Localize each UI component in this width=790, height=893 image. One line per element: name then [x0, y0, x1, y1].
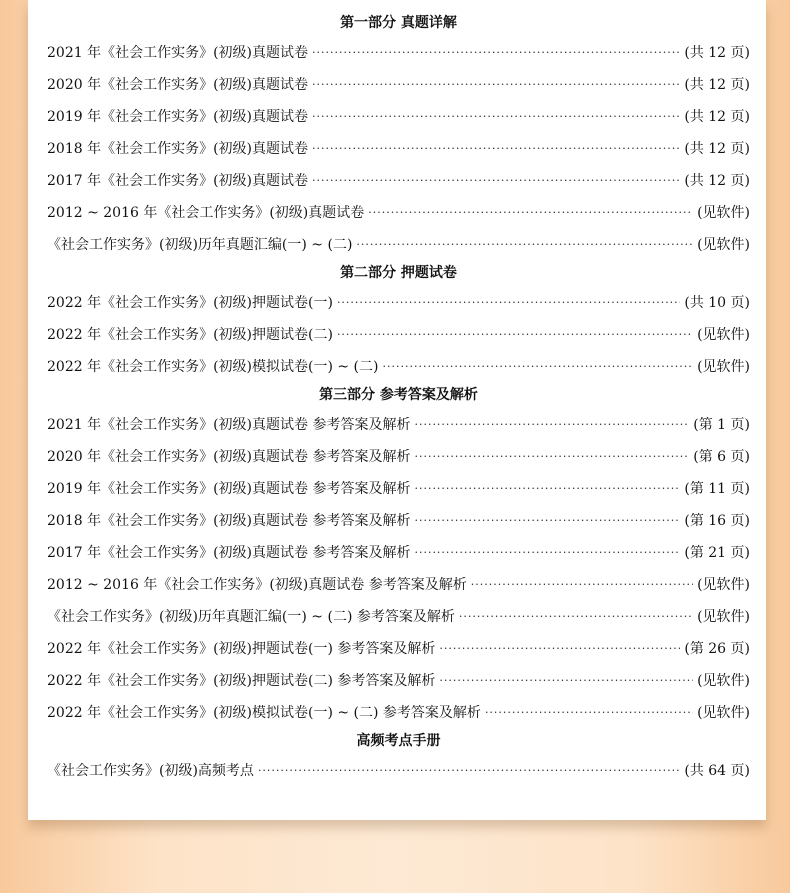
toc-entry[interactable] [47, 600, 750, 632]
section-title: 第三部分 参考答案及解析 [319, 387, 478, 403]
dot-leader [459, 610, 693, 623]
entry-title: 2017 年《社会工作实务》(初级)真题试卷 参考答案及解析 [47, 545, 411, 561]
entry-page: (见软件) [697, 609, 750, 625]
toc-entry[interactable] [47, 632, 750, 664]
table-of-contents [47, 10, 750, 786]
section-title: 第二部分 押题试卷 [340, 265, 457, 281]
entry-title: 《社会工作实务》(初级)高频考点 [47, 763, 254, 779]
entry-title: 2022 年《社会工作实务》(初级)押题试卷(二) 参考答案及解析 [47, 673, 436, 689]
entry-title: 《社会工作实务》(初级)历年真题汇编(一) ~ (二) 参考答案及解析 [47, 609, 455, 625]
toc-entry[interactable] [47, 754, 750, 786]
entry-title: 2021 年《社会工作实务》(初级)真题试卷 [47, 45, 309, 61]
entry-page: (见软件) [697, 327, 750, 343]
entry-page: (见软件) [697, 205, 750, 221]
dot-leader [312, 46, 680, 59]
entry-title: 2022 年《社会工作实务》(初级)模拟试卷(一) ~ (二) 参考答案及解析 [47, 705, 481, 721]
toc-entry[interactable] [47, 504, 750, 536]
toc-entry[interactable] [47, 100, 750, 132]
dot-leader [439, 642, 680, 655]
section-title: 第一部分 真题详解 [340, 15, 457, 31]
toc-entry[interactable] [47, 696, 750, 728]
entry-page: (共 12 页) [684, 77, 750, 93]
entry-title: 2022 年《社会工作实务》(初级)押题试卷(一) [47, 295, 333, 311]
entry-page: (第 21 页) [684, 545, 750, 561]
dot-leader [471, 578, 693, 591]
dot-leader [337, 296, 680, 309]
dot-leader [414, 450, 689, 463]
toc-entry[interactable] [47, 664, 750, 696]
entry-page: (共 12 页) [684, 45, 750, 61]
entry-page: (第 16 页) [684, 513, 750, 529]
dot-leader [382, 360, 693, 373]
dot-leader [414, 514, 680, 527]
toc-entry[interactable] [47, 286, 750, 318]
entry-title: 2022 年《社会工作实务》(初级)模拟试卷(一) ~ (二) [47, 359, 379, 375]
entry-title: 2017 年《社会工作实务》(初级)真题试卷 [47, 173, 309, 189]
entry-title: 2020 年《社会工作实务》(初级)真题试卷 参考答案及解析 [47, 449, 411, 465]
entry-page: (第 26 页) [684, 641, 750, 657]
entry-title: 2021 年《社会工作实务》(初级)真题试卷 参考答案及解析 [47, 417, 411, 433]
dot-leader [439, 674, 693, 687]
entry-title: 2020 年《社会工作实务》(初级)真题试卷 [47, 77, 309, 93]
dot-leader [368, 206, 693, 219]
dot-leader [414, 546, 680, 559]
entry-title: 2022 年《社会工作实务》(初级)押题试卷(二) [47, 327, 333, 343]
entry-title: 2022 年《社会工作实务》(初级)押题试卷(一) 参考答案及解析 [47, 641, 436, 657]
dot-leader [312, 142, 680, 155]
entry-title: 2012 ~ 2016 年《社会工作实务》(初级)真题试卷 参考答案及解析 [47, 577, 467, 593]
dot-leader [356, 238, 693, 251]
entry-page: (共 64 页) [684, 763, 750, 779]
toc-entry[interactable] [47, 350, 750, 382]
toc-entry[interactable] [47, 568, 750, 600]
entry-page: (见软件) [697, 705, 750, 721]
entry-page: (共 12 页) [684, 141, 750, 157]
entry-page: (第 6 页) [693, 449, 750, 465]
dot-leader [485, 706, 693, 719]
dot-leader [258, 764, 680, 777]
toc-entry[interactable] [47, 68, 750, 100]
entry-page: (共 12 页) [684, 109, 750, 125]
entry-page: (见软件) [697, 237, 750, 253]
toc-entry[interactable] [47, 132, 750, 164]
section-title: 高频考点手册 [356, 733, 441, 749]
dot-leader [337, 328, 693, 341]
entry-title: 《社会工作实务》(初级)历年真题汇编(一) ~ (二) [47, 237, 353, 253]
entry-page: (见软件) [697, 577, 750, 593]
entry-title: 2019 年《社会工作实务》(初级)真题试卷 参考答案及解析 [47, 481, 411, 497]
entry-page: (见软件) [697, 359, 750, 375]
entry-title: 2018 年《社会工作实务》(初级)真题试卷 参考答案及解析 [47, 513, 411, 529]
dot-leader [414, 418, 689, 431]
toc-entry[interactable] [47, 472, 750, 504]
entry-page: (第 1 页) [693, 417, 750, 433]
entry-title: 2019 年《社会工作实务》(初级)真题试卷 [47, 109, 309, 125]
toc-entry[interactable] [47, 36, 750, 68]
toc-entry[interactable] [47, 408, 750, 440]
toc-entry[interactable] [47, 196, 750, 228]
entry-title: 2018 年《社会工作实务》(初级)真题试卷 [47, 141, 309, 157]
dot-leader [414, 482, 680, 495]
toc-entry[interactable] [47, 228, 750, 260]
entry-title: 2012 ~ 2016 年《社会工作实务》(初级)真题试卷 [47, 205, 365, 221]
toc-entry[interactable] [47, 536, 750, 568]
entry-page: (共 10 页) [684, 295, 750, 311]
toc-entry[interactable] [47, 440, 750, 472]
toc-entry[interactable] [47, 318, 750, 350]
entry-page: (共 12 页) [684, 173, 750, 189]
dot-leader [312, 78, 680, 91]
entry-page: (见软件) [697, 673, 750, 689]
toc-entry[interactable] [47, 164, 750, 196]
dot-leader [312, 174, 680, 187]
dot-leader [312, 110, 680, 123]
entry-page: (第 11 页) [684, 481, 750, 497]
